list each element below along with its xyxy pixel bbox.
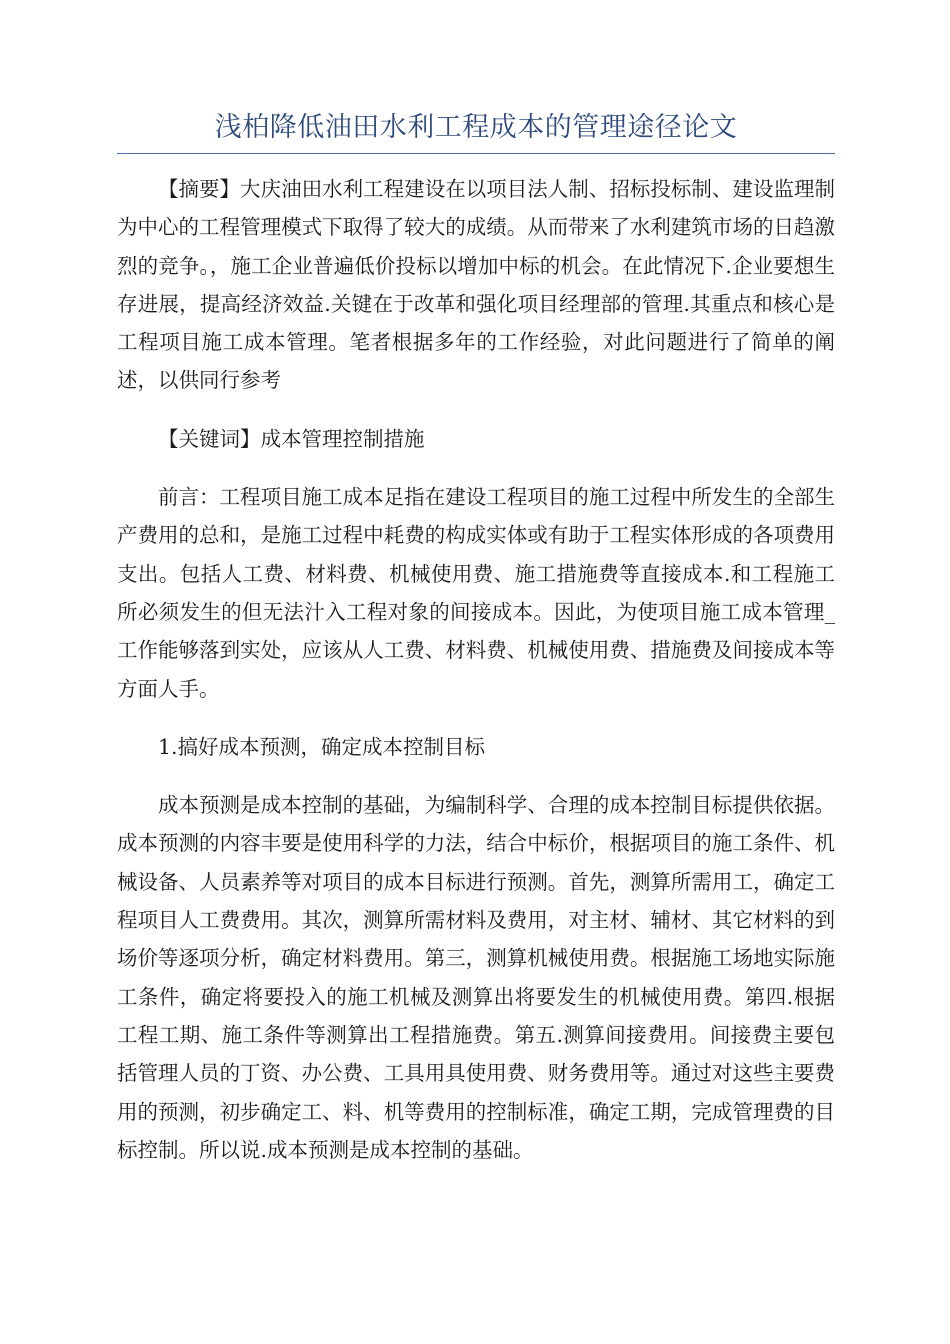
document-body	[117, 170, 835, 1189]
body-paragraph: 成本预测是成本控制的基础，为编制科学、合理的成本控制目标提供依据。成本预测的内容丰要是使用科学的力法，结合中标价，根据项目的施工条件、机械设备、人员素养等对项目的成本目标进行预测。首先，测算所需用工，确定工程项目人工费费用。其次，测算所需材料及费用，对主材、辅材、其它材料的到场价等逐项分析，确定材料费用。第三，测算机械使用费。根据施工场地实际施工条件，确定将要投入的施工机械及测算出将要发生的机械使用费。第四.根据工程工期、施工条件等测算出工程措施费。第五.测算间接费用。间接费主要包括管理人员的丁资、办公费、工具用具使用费、财务费用等。通过对这些主要费用的预测，初步确定工、料、机等费用的控制标准，确定工期，完成管理费的目标控制。所以说.成本预测是成本控制的基础。	[117, 793, 835, 1162]
document-title: 浅柏降低油田水利工程成本的管理途径论文	[214, 112, 738, 143]
title-underline	[117, 153, 835, 154]
preface-paragraph: 前言：工程项目施工成本足指在建设工程项目的施工过程中所发生的全部生产费用的总和，是施工过程中耗费的构成实体或有助于工程实体形成的各项费用支出。包括人工费、材料费、机械使用费、施工措施费等直接成本.和工程施工所必须发生的但无法汁入工程对象的间接成本。因此，为使项目施工成本管理_工作能够落到实处，应该从人工费、材料费、机械使用费、措施费及间接成本等方面人手。	[117, 485, 835, 701]
section-heading: 1.搞好成本预测，确定成本控制目标	[158, 734, 486, 759]
keywords-paragraph: 【关键词】成本管理控制措施	[158, 426, 425, 451]
abstract-paragraph: 【摘要】大庆油田水利工程建设在以项目法人制、招标投标制、建设监理制为中心的工程管理模式下取得了较大的成绩。从而带来了水利建筑市场的日趋激烈的竞争。，施工企业普遍低价投标以增加中标的机会。在此情况下.企业要想生存进展，提高经济效益.关键在于改革和强化项目经理部的管理.其重点和核心是工程项目施工成本管理。笔者根据多年的工作经验，对此问题进行了简单的阐述，以供同行参考	[117, 177, 835, 393]
